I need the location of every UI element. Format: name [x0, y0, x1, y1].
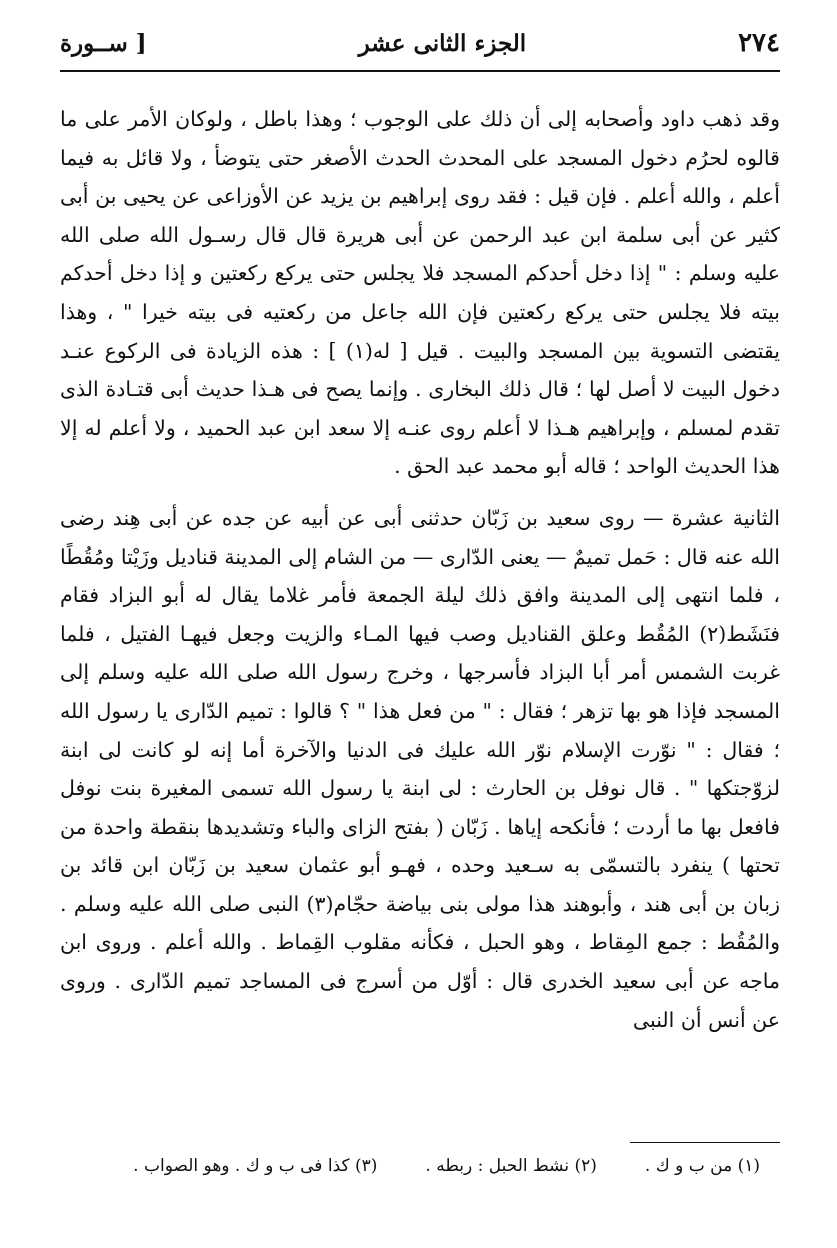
footnote-rule [630, 1142, 780, 1143]
text-line: أبى سعيد الخدرى قال : أوّل من أسرج فى المساجد تميم الدّارى . وروى عن أنس أن النبى [60, 969, 780, 1032]
text-line: بنقطة واحدة من تحتها ) ينفرد بالتسمّى به سـعيد وحده ، فهـو أبو عثمان سعيد بن زَبّان [60, 814, 780, 878]
text-line: المسجد فلا يجلس حتى يركع ركعتين و إذا دخل أحدكم بيته فلا يجلس حتى يركع ركعتين فإن الله [60, 261, 780, 324]
text-line: أعلم . فإن قيل : فقد روى إبراهيم بن يزيد عن الأوزاعى عن يحيى بن أبى كثير عن أبى سلمة [60, 184, 780, 247]
text-line: وقد ذهب داود وأصحابه إلى أن ذلك على الوجوب ؛ وهذا باطل ، ولوكان الأمر على ما قالوه [60, 107, 780, 170]
text-line: تسمى المغيرة بنت نوفل فافعل بها ما أردت ؛ فأنكحه إياها . زَبّان ( بفتح الزاى والباء وتشديدها [60, 776, 780, 839]
text-line: فعل هذا " ؟ قالوا : تميم الدّارى يا رسول الله ؛ فقال : " نوّرت الإسلام نوّر الله عليك فى الدنيا [60, 698, 780, 762]
footnote-3: (٣) كذا فى ب و ك . وهو الصواب . [133, 1156, 378, 1176]
text-line: والآخرة أما إنه لو كانت لى ابنة لزوّجتكها " . قال نوفل بن الحارث : لى ابنة يا رسول الله [60, 737, 780, 801]
book-page [60, 22, 780, 1222]
footnotes [60, 1156, 780, 1176]
page-number: ٢٧٤ [738, 28, 780, 58]
text-line: ابن قائد بن زبان بن أبى هند ، وأبوهند هذا مولى بنى بياضة حجّام(٣) النبى صلى الله عليه وسلم . [60, 853, 780, 916]
text-line: فى هـذا حديث أبى قتـادة الذى تقدم لمسلم ، وإبراهيم هـذا لا أعلم روى عنـه إلا سعد [60, 377, 780, 440]
header-rule [60, 70, 780, 72]
text-line: والمُقُط : جمع المِقاط ، وهو الحبل ، فكأنه مقلوب القِماط . والله أعلم . وروى ابن ماجه عن [60, 930, 780, 994]
paragraph-2 [60, 499, 780, 1039]
surah-label: [ ســورة [60, 29, 147, 57]
text-line: فأسرجها ، وخرج رسول الله صلى الله عليه وسلم إلى المسجد فإذا هو بها تزهر ؛ فقال : " من [60, 660, 780, 723]
text-line: ابن عبد الرحمن عن أبى هريرة قال قال رسـول الله صلى الله عليه وسلم : " إذا دخل أحدكم [60, 222, 780, 286]
text-line: لحرُم دخول المسجد على المحدث الحدث الأصغر حتى يتوضأ ، ولا قائل به فيما أعلم ، والله [60, 145, 780, 209]
main-text [60, 100, 780, 1039]
text-line: انتهى إلى المدينة وافق ذلك ليلة الجمعة فأمر غلاما يقال له أبو البزاد فقام فنَشَط(٢) المُقُط وعلق [60, 583, 780, 646]
running-header [60, 22, 780, 64]
text-line: ابن عبد الحميد ، ولا أعلم له إلا هذا الحديث الواحد ؛ قاله أبو محمد عبد الحق . [60, 415, 780, 479]
text-line: جاعل من ركعتيه فى بيته خيرا " ، وهذا يقتضى التسوية بين المسجد والبيت . قيل [ له(١) ] : [60, 299, 780, 363]
section-title: الجزء الثانى عشر [358, 29, 527, 57]
text-line: الله عنه قال : حَمل تميمٌ — يعنى الدّارى — من الشام إلى المدينة قناديل وزَيْتا ومُقُطًا ، فلما [60, 544, 780, 608]
footnote-1: (١) من ب و ك . [644, 1156, 760, 1176]
text-line: الثانية عشرة — روى سعيد بن زَبّان حدثنى أبى عن أبيه عن جده عن أبى هِند رضى [60, 505, 780, 530]
paragraph-1 [60, 100, 780, 486]
text-line: هذه الزيادة فى الركوع عنـد دخول البيت لا أصل لها ؛ قال ذلك البخارى . وإنما يصح [60, 338, 780, 402]
footnote-2: (٢) نشط الحبل : ربطه . [425, 1156, 597, 1176]
text-line: القناديل وصب فيها المـاء والزيت وجعل فيهـا الفتيل ، فلما غربت الشمس أمر أبا البزاد [60, 621, 780, 685]
